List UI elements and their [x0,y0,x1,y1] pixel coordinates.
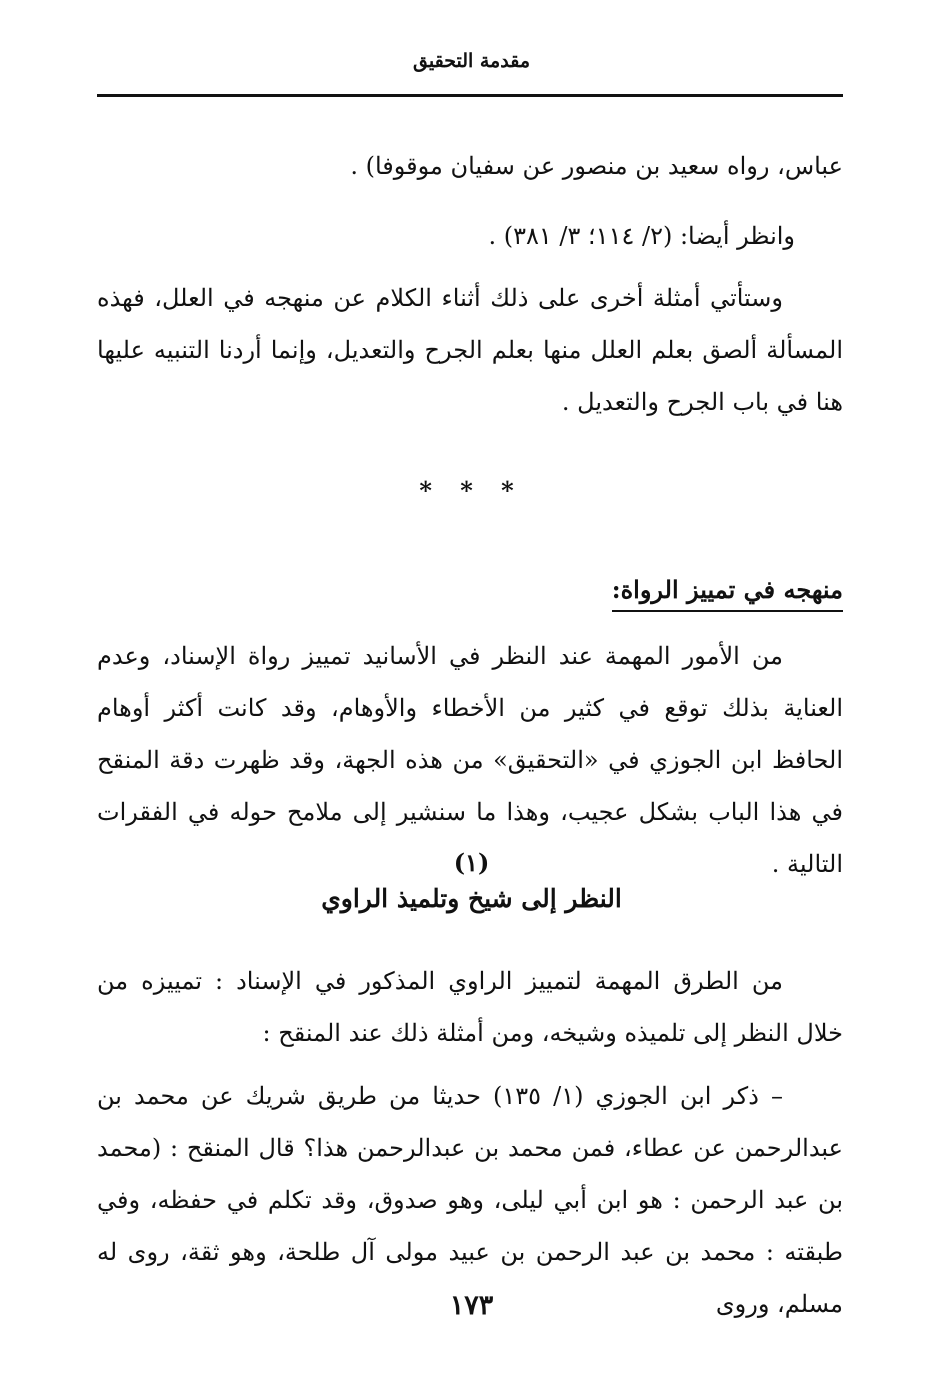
paragraph-4: من الأمور المهمة عند النظر في الأسانيد تمييز رواة الإسناد، وعدم العناية بذلك توقع في كثير من الأخطاء والأوهام، وقد كانت أكثر أوهام الحافظ ابن الجوزي في «التحقيق» من هذه الجهة، وقد ظهرت دقة المنقح في هذا الباب بشكل عجيب، وهذا ما سنشير إلى ملامح حوله في الفقرات التالية . [97,642,843,878]
section-separator: * * * [419,476,524,505]
subsection-number: (١) [453,848,490,877]
header-rule [97,94,843,97]
page-number: ١٧٣ [449,1290,494,1321]
subsection-heading: النظر إلى شيخ وتلميذ الراوي [321,884,622,913]
paragraph-1: عباس، رواه سعيد بن منصور عن سفيان موقوفا) . [350,152,843,180]
paragraph-6: – ذكر ابن الجوزي (١/ ١٣٥) حديثا من طريق شريك عن محمد بن عبدالرحمن عن عطاء، فمن محمد بن عبدالرحمن هذا؟ قال المنقح : (محمد بن عبد الرحمن : هو ابن أبي ليلى، وهو صدوق، وقد تكلم في حفظه، وفي طبقته : محمد بن عبد الرحمن بن عبيد مولى آل طلحة، وهو ثقة، روى له مسلم، وروى [97,1082,843,1318]
paragraph-3: وستأتي أمثلة أخرى على ذلك أثناء الكلام عن منهجه في العلل، فهذه المسألة ألصق بعلم العلل منها بعلم الجرح والتعديل، وإنما أردنا التنبيه عليها هنا في باب الجرح والتعديل . [97,284,843,416]
section-heading: منهجه في تمييز الرواة: [612,572,843,612]
paragraph-5: من الطرق المهمة لتمييز الراوي المذكور في الإسناد : تمييزه من خلال النظر إلى تلميذه وشيخه، ومن أمثلة ذلك عند المنقح : [97,967,843,1047]
running-header: مقدمة التحقيق [413,50,530,72]
paragraph-2: وانظر أيضا: (٢/ ١١٤؛ ٣/ ٣٨١) . [488,222,795,250]
